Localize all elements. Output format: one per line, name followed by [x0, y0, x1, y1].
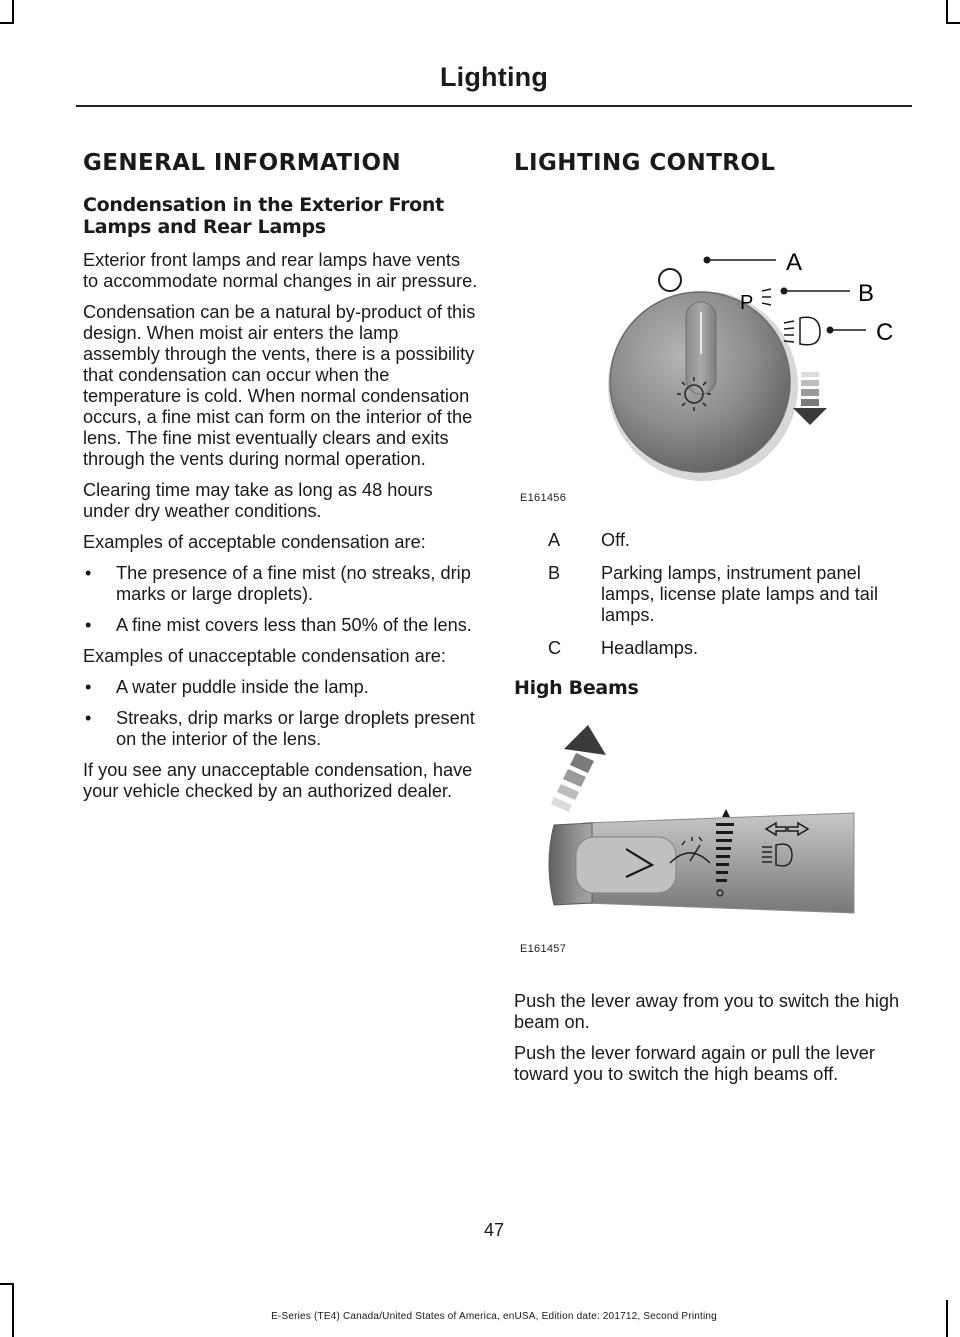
- paragraph: Examples of acceptable condensation are:: [83, 532, 426, 552]
- subsection-title-high-beams: High Beams: [514, 677, 639, 699]
- push-away-arrow-icon: [551, 725, 606, 812]
- paragraph: Push the lever away from you to switch the high beam on.: [514, 991, 900, 1032]
- figure-code: E161456: [520, 492, 567, 504]
- crop-mark: [12, 1283, 14, 1337]
- crop-mark: [946, 0, 948, 24]
- section-title-lighting-control: LIGHTING CONTROL: [514, 150, 776, 176]
- bullet-glyph: •: [85, 708, 92, 728]
- headlamp-switch-illustration: [514, 194, 914, 494]
- legend-key: B: [548, 563, 561, 583]
- parking-p-label: P: [740, 292, 754, 314]
- crop-mark: [12, 0, 14, 24]
- paragraph: Clearing time may take as long as 48 hours under dry weather conditions.: [83, 480, 433, 521]
- subsection-title-condensation: Condensation in the Exterior Front Lamps and Rear Lamps: [83, 194, 444, 238]
- paragraph: Exterior front lamps and rear lamps have vents to accommodate normal changes in air pressure.: [83, 250, 478, 291]
- high-beams-figure: [514, 713, 914, 991]
- paragraph: Condensation can be a natural by-product of this design. When moist air enters the lamp assembly through the vents, there is a possibility that condensation can occur when the temperature is cold. When normal condensation occurs, a fine mist can form on the interior of the lens. The fine mist eventually clears and exits through the vents during normal operation.: [83, 302, 476, 469]
- section-title-general-information: GENERAL INFORMATION: [83, 150, 402, 176]
- unacceptable-list: [83, 677, 478, 750]
- legend-key: C: [548, 638, 562, 658]
- header-divider: [76, 105, 912, 107]
- multifunction-lever-illustration: [514, 713, 914, 953]
- parking-lamp-icon: [762, 289, 771, 305]
- footer-edition-info: E-Series (TE4) Canada/United States of America, enUSA, Edition date: 201712, Second Printing: [271, 1311, 717, 1322]
- page-number: 47: [483, 1220, 505, 1240]
- legend-table: [514, 530, 914, 659]
- legend-value: Off.: [601, 530, 630, 550]
- legend-row: [514, 563, 914, 626]
- callout-label-b: B: [858, 280, 875, 307]
- crop-mark: [946, 22, 960, 24]
- list-item-text: The presence of a fine mist (no streaks, drip marks or large droplets).: [116, 563, 471, 604]
- crop-mark: [0, 1283, 14, 1285]
- callout-label-c: C: [876, 319, 894, 346]
- headlamp-icon: [784, 317, 820, 345]
- figure-code: E161457: [520, 943, 567, 955]
- lever-collar: [576, 837, 676, 893]
- legend-row: [514, 530, 914, 551]
- rotation-arrow-icon: [793, 372, 827, 425]
- list-item: [83, 563, 478, 605]
- right-column: [514, 150, 914, 1095]
- callout-label-a: A: [786, 249, 803, 276]
- legend-value: Headlamps.: [601, 638, 699, 658]
- paragraph: Examples of unacceptable condensation are:: [83, 646, 446, 666]
- list-item: [83, 677, 478, 698]
- list-item-text: A fine mist covers less than 50% of the lens.: [116, 615, 472, 635]
- paragraph: If you see any unacceptable condensation, have your vehicle checked by an authorized dealer.: [83, 760, 473, 801]
- page-title: Lighting: [439, 62, 549, 92]
- bullet-glyph: •: [85, 563, 92, 583]
- off-circle-icon: [659, 269, 681, 291]
- list-item-text: A water puddle inside the lamp.: [116, 677, 369, 697]
- paragraph: Push the lever forward again or pull the lever toward you to switch the high beams off.: [514, 1043, 875, 1084]
- crop-mark: [0, 22, 14, 24]
- legend-value: Parking lamps, instrument panel lamps, license plate lamps and tail lamps.: [601, 563, 878, 625]
- list-item-text: Streaks, drip marks or large droplets present on the interior of the lens.: [116, 708, 475, 749]
- list-item: [83, 615, 478, 636]
- lighting-control-figure: [514, 194, 914, 506]
- left-column: [83, 150, 478, 812]
- bullet-glyph: •: [85, 615, 92, 635]
- bullet-glyph: •: [85, 677, 92, 697]
- legend-key: A: [548, 530, 561, 550]
- list-item: [83, 708, 478, 750]
- acceptable-list: [83, 563, 478, 636]
- legend-row: [514, 638, 914, 659]
